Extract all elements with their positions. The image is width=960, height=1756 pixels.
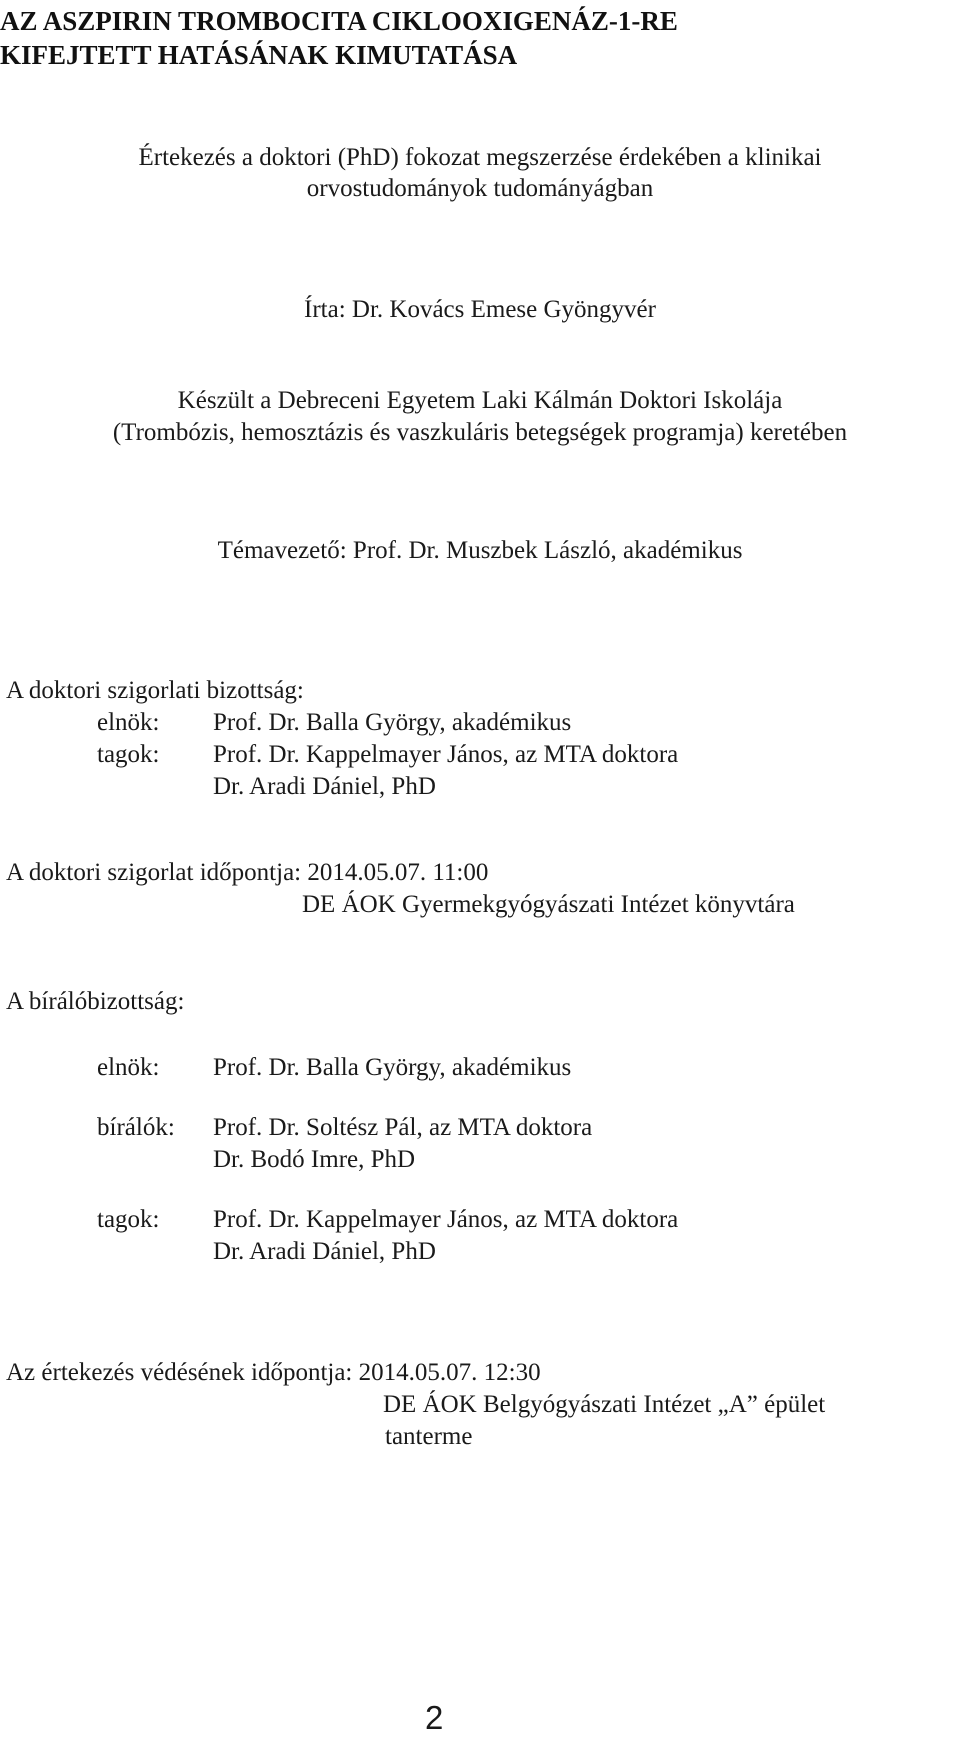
prepared-line-2: (Trombózis, hemosztázis és vaszkuláris betegségek programja) keretében xyxy=(112,419,848,446)
review-chair-name: Prof. Dr. Balla György, akadémikus xyxy=(213,1054,572,1081)
reviewer: Dr. Bodó Imre, PhD xyxy=(213,1146,416,1173)
exam-committee-heading: A doktori szigorlati bizottság: xyxy=(6,677,304,704)
exam-place-line: DE ÁOK Gyermekgyógyászati Intézet könyvtára xyxy=(302,891,795,918)
exam-member: Dr. Aradi Dániel, PhD xyxy=(213,773,436,800)
defense-date-line: Az értekezés védésének időpontja: 2014.05.07. 12:30 xyxy=(6,1359,541,1386)
author-line: Írta: Dr. Kovács Emese Gyöngyvér xyxy=(304,296,656,323)
defense-place-line-2: tanterme xyxy=(385,1423,473,1450)
subtitle-line-1: Értekezés a doktori (PhD) fokozat megszerzése érdekében a klinikai xyxy=(138,144,822,171)
supervisor-line: Témavezető: Prof. Dr. Muszbek László, akadémikus xyxy=(217,537,743,564)
page-number: 2 xyxy=(425,1699,444,1736)
reviewer: Prof. Dr. Soltész Pál, az MTA doktora xyxy=(213,1114,593,1141)
exam-date-line: A doktori szigorlat időpontja: 2014.05.07. 11:00 xyxy=(6,859,489,886)
exam-member: Prof. Dr. Kappelmayer János, az MTA doktora xyxy=(213,741,679,768)
exam-members-label: tagok: xyxy=(97,741,160,768)
review-members-label: tagok: xyxy=(97,1206,160,1233)
defense-place-line-1: DE ÁOK Belgyógyászati Intézet „A” épület xyxy=(383,1391,826,1418)
exam-chair-name: Prof. Dr. Balla György, akadémikus xyxy=(213,709,572,736)
review-committee-heading: A bírálóbizottság: xyxy=(6,988,185,1015)
title-line-2: KIFEJTETT HATÁSÁNAK KIMUTATÁSA xyxy=(0,40,518,70)
exam-chair-label: elnök: xyxy=(97,709,160,736)
prepared-line-1: Készült a Debreceni Egyetem Laki Kálmán Doktori Iskolája xyxy=(177,387,783,414)
review-member: Prof. Dr. Kappelmayer János, az MTA doktora xyxy=(213,1206,679,1233)
review-member: Dr. Aradi Dániel, PhD xyxy=(213,1238,436,1265)
title-line-1: AZ ASZPIRIN TROMBOCITA CIKLOOXIGENÁZ-1-RE xyxy=(0,6,678,36)
subtitle-line-2: orvostudományok tudományágban xyxy=(306,175,654,202)
reviewers-label: bírálók: xyxy=(97,1114,175,1141)
review-chair-label: elnök: xyxy=(97,1054,160,1081)
